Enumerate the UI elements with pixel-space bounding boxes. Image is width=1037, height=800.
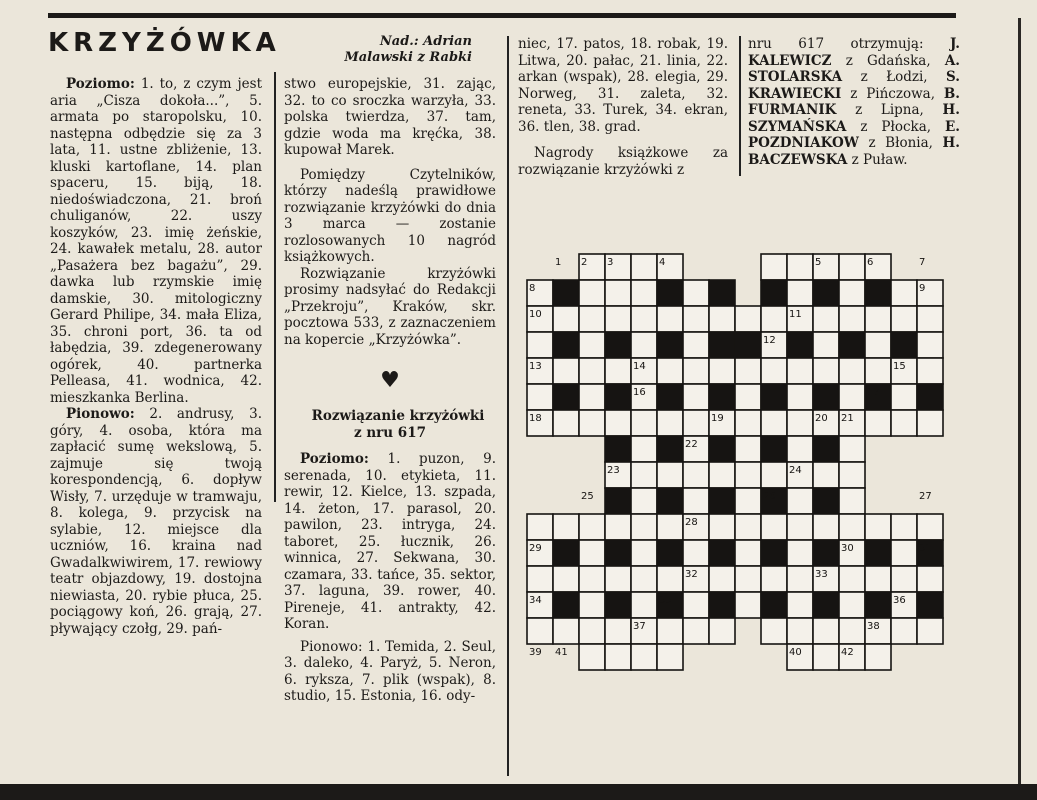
grid-cell[interactable] bbox=[683, 332, 709, 358]
grid-block bbox=[657, 436, 683, 462]
grid-cell[interactable] bbox=[631, 566, 657, 592]
cell-number: 30 bbox=[841, 543, 854, 554]
grid-block bbox=[787, 332, 813, 358]
grid-cell[interactable] bbox=[839, 384, 865, 410]
cell-number: 29 bbox=[529, 543, 542, 554]
grid-cell[interactable] bbox=[735, 436, 761, 462]
grid-cell[interactable] bbox=[657, 514, 683, 540]
grid-cell[interactable] bbox=[579, 384, 605, 410]
winner: A. STOLARSKA z Łodzi, bbox=[748, 52, 961, 85]
grid-block bbox=[917, 384, 943, 410]
grid-cell[interactable] bbox=[605, 280, 631, 306]
cell-number: 28 bbox=[685, 517, 698, 528]
solution-down-text: 1. Temida, 2. Seul, 3. daleko, 4. Paryż, 5. Neron, 6. ryksza, 7. plik (wspak), 8. studio, 15. Estonia, 16. ody- bbox=[284, 638, 496, 704]
across-text: 1. to, z czym jest aria „Cisza dokoła...”, 5. armata po staropolsku, 10. następna odbędzie się za 3 lata, 11. ustne zbliżenie, 13. kluski kartoflane, 14. plan spaceru, 15. biją, 18. niedoświadczona, 21. broń chuliganów, 22. uszy koszyków, 23. imię żeńskie, 24. kawałek metalu, 28. autor „Pasażera bez bagażu”, 29. dawka lub rzymskie imię damskie, 30. mitologiczny Gerard Philipe, 34. mała Eliza, 35. chroni port, 36. ta od łabędzia, 39. zdegenerowany ogórek, 40. partnerka Pelleasa, 41. wodnica, 42. mieszkanka Berlina. bbox=[50, 76, 262, 406]
grid-cell[interactable] bbox=[761, 462, 787, 488]
cell-number: 14 bbox=[633, 361, 646, 372]
cell-number: 19 bbox=[711, 413, 724, 424]
grid-block bbox=[761, 280, 787, 306]
grid-cell[interactable] bbox=[735, 592, 761, 618]
grid-cell[interactable] bbox=[813, 358, 839, 384]
grid-cell[interactable] bbox=[631, 540, 657, 566]
grid-block bbox=[553, 280, 579, 306]
cell-number: 33 bbox=[815, 569, 828, 580]
grid-cell[interactable] bbox=[683, 306, 709, 332]
grid-block bbox=[761, 384, 787, 410]
grid-cell[interactable] bbox=[735, 488, 761, 514]
grid-cell[interactable] bbox=[761, 566, 787, 592]
grid-cell[interactable] bbox=[605, 618, 631, 644]
author-line-2: Malawski z Rabki bbox=[344, 50, 472, 65]
grid-cell[interactable] bbox=[709, 462, 735, 488]
grid-cell[interactable] bbox=[787, 280, 813, 306]
winner: H. BACZEWSKA z Puław. bbox=[748, 135, 960, 168]
grid-block bbox=[761, 592, 787, 618]
grid-cell[interactable] bbox=[917, 514, 943, 540]
cell-number: 25 bbox=[581, 491, 594, 502]
grid-cell[interactable] bbox=[553, 358, 579, 384]
grid-cell[interactable] bbox=[657, 644, 683, 670]
grid-block bbox=[657, 384, 683, 410]
grid-cell[interactable] bbox=[813, 332, 839, 358]
grid-cell[interactable] bbox=[735, 566, 761, 592]
cell-number: 32 bbox=[685, 569, 698, 580]
cell-number: 8 bbox=[529, 283, 536, 294]
grid-cell[interactable] bbox=[813, 514, 839, 540]
grid-block bbox=[709, 280, 735, 306]
grid-cell[interactable] bbox=[839, 592, 865, 618]
grid-cell[interactable] bbox=[787, 254, 813, 280]
grid-cell[interactable] bbox=[527, 618, 553, 644]
grid-block bbox=[657, 332, 683, 358]
grid-cell[interactable] bbox=[631, 410, 657, 436]
grid-cell[interactable] bbox=[839, 488, 865, 514]
cell-number: 20 bbox=[815, 413, 828, 424]
grid-cell[interactable] bbox=[891, 384, 917, 410]
grid-cell[interactable] bbox=[735, 358, 761, 384]
grid-cell[interactable] bbox=[891, 306, 917, 332]
grid-cell[interactable] bbox=[579, 410, 605, 436]
grid-cell[interactable] bbox=[891, 566, 917, 592]
grid-block bbox=[865, 592, 891, 618]
grid-cell[interactable] bbox=[891, 618, 917, 644]
grid-cell[interactable] bbox=[553, 306, 579, 332]
grid-cell[interactable] bbox=[891, 540, 917, 566]
grid-cell[interactable] bbox=[787, 618, 813, 644]
grid-cell[interactable] bbox=[761, 514, 787, 540]
grid-cell[interactable] bbox=[891, 514, 917, 540]
grid-cell[interactable] bbox=[839, 618, 865, 644]
grid-cell[interactable] bbox=[631, 436, 657, 462]
grid-cell[interactable] bbox=[657, 410, 683, 436]
grid-cell[interactable] bbox=[865, 566, 891, 592]
cell-number: 39 bbox=[529, 647, 542, 658]
winner: J. KALEWICZ z Gdańska, bbox=[748, 36, 960, 69]
grid-cell[interactable] bbox=[605, 410, 631, 436]
grid-block bbox=[605, 332, 631, 358]
cell-number: 31 bbox=[919, 543, 932, 554]
cell-number: 40 bbox=[789, 647, 802, 658]
grid-cell[interactable] bbox=[787, 540, 813, 566]
grid-block bbox=[657, 280, 683, 306]
cell-number: 42 bbox=[841, 647, 854, 658]
grid-cell[interactable] bbox=[787, 436, 813, 462]
cell-number: 7 bbox=[919, 257, 926, 268]
grid-cell[interactable] bbox=[865, 644, 891, 670]
grid-cell[interactable] bbox=[865, 514, 891, 540]
grid-cell[interactable] bbox=[735, 514, 761, 540]
contest-address: Rozwiązanie krzyżówki prosimy nadsyłać do Redakcji „Przekroju”, Kraków, skr. pocztowa 533, z zaznaczeniem na kopercie „Krzyżówka”. bbox=[284, 265, 496, 348]
cell-number: 34 bbox=[529, 595, 542, 606]
contest-rules: Pomiędzy Czytelników, którzy nadeślą prawidłowe rozwiązanie krzyżówki do dnia 3 marca — zostanie rozlosowanych 10 nagród książkowych. bbox=[284, 166, 496, 265]
grid-cell[interactable] bbox=[527, 566, 553, 592]
cell-number: 18 bbox=[529, 413, 542, 424]
grid-cell[interactable] bbox=[605, 358, 631, 384]
grid-cell[interactable] bbox=[631, 488, 657, 514]
cell-number: 27 bbox=[919, 491, 932, 502]
grid-cell[interactable] bbox=[579, 540, 605, 566]
grid-cell[interactable] bbox=[891, 410, 917, 436]
cell-number: 22 bbox=[685, 439, 698, 450]
grid-cell[interactable] bbox=[761, 618, 787, 644]
cell-number: 12 bbox=[763, 335, 776, 346]
grid-cell[interactable] bbox=[683, 618, 709, 644]
grid-cell[interactable] bbox=[709, 566, 735, 592]
grid-cell[interactable] bbox=[683, 592, 709, 618]
cell-number: 36 bbox=[893, 595, 906, 606]
grid-cell[interactable] bbox=[839, 436, 865, 462]
grid-cell[interactable] bbox=[787, 566, 813, 592]
grid-cell[interactable] bbox=[735, 462, 761, 488]
grid-block bbox=[605, 540, 631, 566]
across-label: Poziomo: bbox=[66, 76, 135, 92]
grid-cell[interactable] bbox=[657, 358, 683, 384]
grid-cell[interactable] bbox=[527, 514, 553, 540]
grid-cell[interactable] bbox=[683, 462, 709, 488]
grid-cell[interactable] bbox=[527, 332, 553, 358]
cell-number: 21 bbox=[841, 413, 854, 424]
grid-cell[interactable] bbox=[839, 566, 865, 592]
grid-cell[interactable] bbox=[579, 592, 605, 618]
grid-cell[interactable] bbox=[735, 306, 761, 332]
grid-block bbox=[553, 332, 579, 358]
grid-cell[interactable] bbox=[839, 358, 865, 384]
grid-block bbox=[605, 488, 631, 514]
solution-across-label: Poziomo: bbox=[300, 451, 369, 467]
grid-cell[interactable] bbox=[709, 358, 735, 384]
grid-block bbox=[839, 332, 865, 358]
grid-cell[interactable] bbox=[579, 618, 605, 644]
cell-number: 9 bbox=[919, 283, 926, 294]
grid-block bbox=[813, 540, 839, 566]
grid-block bbox=[813, 436, 839, 462]
grid-block bbox=[605, 592, 631, 618]
grid-cell[interactable] bbox=[631, 306, 657, 332]
author-line-1: Nad.: Adrian bbox=[379, 34, 472, 49]
cell-number: 15 bbox=[893, 361, 906, 372]
grid-cell[interactable] bbox=[631, 332, 657, 358]
grid-cell[interactable] bbox=[735, 410, 761, 436]
grid-cell[interactable] bbox=[631, 254, 657, 280]
grid-cell[interactable] bbox=[657, 462, 683, 488]
grid-block bbox=[735, 332, 761, 358]
cell-number: 37 bbox=[633, 621, 646, 632]
cell-number: 35 bbox=[659, 595, 672, 606]
grid-block bbox=[709, 592, 735, 618]
grid-block bbox=[917, 592, 943, 618]
grid-cell[interactable] bbox=[605, 514, 631, 540]
grid-block bbox=[709, 488, 735, 514]
grid-cell[interactable] bbox=[787, 410, 813, 436]
grid-cell[interactable] bbox=[865, 306, 891, 332]
grid-cell[interactable] bbox=[683, 280, 709, 306]
grid-cell[interactable] bbox=[813, 644, 839, 670]
winner: H. SZYMAŃSKA z Płocka, bbox=[748, 102, 960, 135]
cell-number: 5 bbox=[815, 257, 822, 268]
grid-cell[interactable] bbox=[787, 514, 813, 540]
grid-cell[interactable] bbox=[787, 592, 813, 618]
solution-down-continued: niec, 17. patos, 18. robak, 19. Litwa, 20. pałac, 21. linia, 22. arkan (wspak), 28. elegia, 29. Norweg, 31. zaleta, 32. reneta, 33. Turek, 34. ekran, 36. tlen, 38. grad. bbox=[518, 36, 728, 135]
cell-number: 26 bbox=[763, 491, 776, 502]
grid-cell[interactable] bbox=[683, 358, 709, 384]
grid-cell[interactable] bbox=[657, 566, 683, 592]
grid-cell[interactable] bbox=[579, 566, 605, 592]
grid-cell[interactable] bbox=[631, 592, 657, 618]
grid-cell[interactable] bbox=[631, 514, 657, 540]
grid-block bbox=[657, 540, 683, 566]
grid-cell[interactable] bbox=[865, 332, 891, 358]
grid-cell[interactable] bbox=[917, 332, 943, 358]
grid-block bbox=[709, 384, 735, 410]
grid-cell[interactable] bbox=[917, 410, 943, 436]
grid-cell[interactable] bbox=[735, 540, 761, 566]
grid-cell[interactable] bbox=[605, 306, 631, 332]
grid-cell[interactable] bbox=[917, 618, 943, 644]
grid-block bbox=[865, 280, 891, 306]
grid-cell[interactable] bbox=[631, 462, 657, 488]
grid-cell[interactable] bbox=[553, 618, 579, 644]
cell-number: 4 bbox=[659, 257, 666, 268]
cell-number: 23 bbox=[607, 465, 620, 476]
cell-number: 24 bbox=[789, 465, 802, 476]
grid-cell[interactable] bbox=[631, 280, 657, 306]
grid-cell[interactable] bbox=[839, 306, 865, 332]
grid-cell[interactable] bbox=[683, 410, 709, 436]
grid-block bbox=[891, 332, 917, 358]
grid-block bbox=[709, 332, 735, 358]
solution-across-text: 1. puzon, 9. serenada, 10. etykieta, 11. rewir, 12. Kielce, 13. szpada, 14. żeton, 17. parasol, 20. pawilon, 23. intryga, 24. taboret, 25. łucznik, 26. winnica, 27. Sekwana, 30. czamara, 33. tańce, 35. sektor, 37. laguna, 39. rower, 40. Pireneje, 41. antrakty, 42. Koran. bbox=[284, 451, 497, 632]
grid-cell[interactable] bbox=[761, 358, 787, 384]
grid-cell[interactable] bbox=[579, 332, 605, 358]
grid-block bbox=[605, 384, 631, 410]
grid-cell[interactable] bbox=[553, 410, 579, 436]
grid-block bbox=[709, 540, 735, 566]
grid-block bbox=[865, 540, 891, 566]
grid-cell[interactable] bbox=[865, 410, 891, 436]
cell-number: 6 bbox=[867, 257, 874, 268]
cell-number: 11 bbox=[789, 309, 802, 320]
grid-cell[interactable] bbox=[839, 462, 865, 488]
grid-block bbox=[553, 592, 579, 618]
down-label: Pionowo: bbox=[66, 406, 135, 422]
winners-intro: nru 617 otrzymują: bbox=[748, 36, 924, 52]
solution-down-label: Pionowo: bbox=[300, 638, 363, 655]
grid-block bbox=[813, 592, 839, 618]
grid-cell[interactable] bbox=[761, 410, 787, 436]
grid-cell[interactable] bbox=[917, 358, 943, 384]
page-title: KRZYŻÓWKA bbox=[48, 28, 281, 58]
grid-cell[interactable] bbox=[813, 462, 839, 488]
grid-cell[interactable] bbox=[839, 280, 865, 306]
cell-number: 2 bbox=[581, 257, 588, 268]
grid-block bbox=[761, 540, 787, 566]
grid-cell[interactable] bbox=[709, 618, 735, 644]
grid-cell[interactable] bbox=[865, 358, 891, 384]
grid-cell[interactable] bbox=[579, 514, 605, 540]
solution-title: Rozwiązanie krzyżówki z nru 617 bbox=[311, 408, 485, 441]
grid-cell[interactable] bbox=[579, 358, 605, 384]
heart-icon: ♥ bbox=[380, 368, 400, 393]
cell-number: 1 bbox=[555, 257, 562, 268]
grid-cell[interactable] bbox=[917, 306, 943, 332]
grid-cell[interactable] bbox=[709, 514, 735, 540]
grid-cell[interactable] bbox=[813, 306, 839, 332]
grid-cell[interactable] bbox=[839, 254, 865, 280]
grid-cell[interactable] bbox=[657, 618, 683, 644]
grid-cell[interactable] bbox=[605, 644, 631, 670]
grid-cell[interactable] bbox=[787, 384, 813, 410]
cell-number: 3 bbox=[607, 257, 614, 268]
down-clues-continued: stwo europejskie, 31. zając, 32. to co sroczka warzyła, 33. polska twierdza, 37. tam, gdzie woda ma kręćka, 38. kupował Marek. bbox=[284, 76, 496, 158]
grid-cell[interactable] bbox=[657, 306, 683, 332]
grid-block bbox=[761, 436, 787, 462]
grid-cell[interactable] bbox=[605, 566, 631, 592]
winner: S. KRAWIECKI z Pińczowa, bbox=[748, 69, 960, 102]
grid-cell[interactable] bbox=[631, 644, 657, 670]
cell-number: 38 bbox=[867, 621, 880, 632]
grid-block bbox=[813, 280, 839, 306]
grid-block bbox=[813, 384, 839, 410]
grid-cell[interactable] bbox=[813, 618, 839, 644]
winner: E. POZDNIAKOW z Błonia, bbox=[748, 118, 961, 151]
cell-number: 13 bbox=[529, 361, 542, 372]
cell-number: 16 bbox=[633, 387, 646, 398]
grid-cell[interactable] bbox=[709, 306, 735, 332]
grid-cell[interactable] bbox=[787, 358, 813, 384]
grid-block bbox=[657, 488, 683, 514]
winner: B. FURMANIK z Lipna, bbox=[748, 85, 960, 118]
grid-cell[interactable] bbox=[579, 280, 605, 306]
prizes-note: Nagrody książkowe za rozwiązanie krzyżówki z bbox=[518, 145, 728, 178]
grid-cell[interactable] bbox=[683, 540, 709, 566]
grid-cell[interactable] bbox=[527, 384, 553, 410]
grid-cell[interactable] bbox=[917, 566, 943, 592]
grid-cell[interactable] bbox=[891, 280, 917, 306]
grid-cell[interactable] bbox=[839, 514, 865, 540]
grid-block bbox=[813, 488, 839, 514]
grid-cell[interactable] bbox=[553, 514, 579, 540]
grid-cell[interactable] bbox=[761, 306, 787, 332]
grid-cell[interactable] bbox=[735, 384, 761, 410]
grid-cell[interactable] bbox=[761, 254, 787, 280]
grid-block bbox=[553, 540, 579, 566]
grid-block bbox=[553, 384, 579, 410]
cell-number: 17 bbox=[867, 387, 880, 398]
grid-cell[interactable] bbox=[579, 306, 605, 332]
down-text: 2. andrusy, 3. góry, 4. osoba, która ma zapłacić sumę wekslową, 5. zajmuje się twoją korespondencją, 6. dopływ Wisły, 7. urzęduje w tramwaju, 8. kolega, 9. przycisk na sylabie, 12. miejsce dla uczniów, 16. kraina nad Gwadalkwiwirem, 17. rewiowy teatr objazdowy, 19. dostojna niewiasta, 20. rybie płuca, 25. pociągowy koń, 26. grają, 27. pływający czołg, 29. pań- bbox=[50, 406, 262, 637]
cell-number: 10 bbox=[529, 309, 542, 320]
grid-cell[interactable] bbox=[683, 488, 709, 514]
grid-cell[interactable] bbox=[579, 644, 605, 670]
grid-block bbox=[605, 436, 631, 462]
grid-block bbox=[709, 436, 735, 462]
cell-number: 41 bbox=[555, 647, 568, 658]
grid-cell[interactable] bbox=[553, 566, 579, 592]
grid-cell[interactable] bbox=[787, 488, 813, 514]
grid-cell[interactable] bbox=[683, 384, 709, 410]
